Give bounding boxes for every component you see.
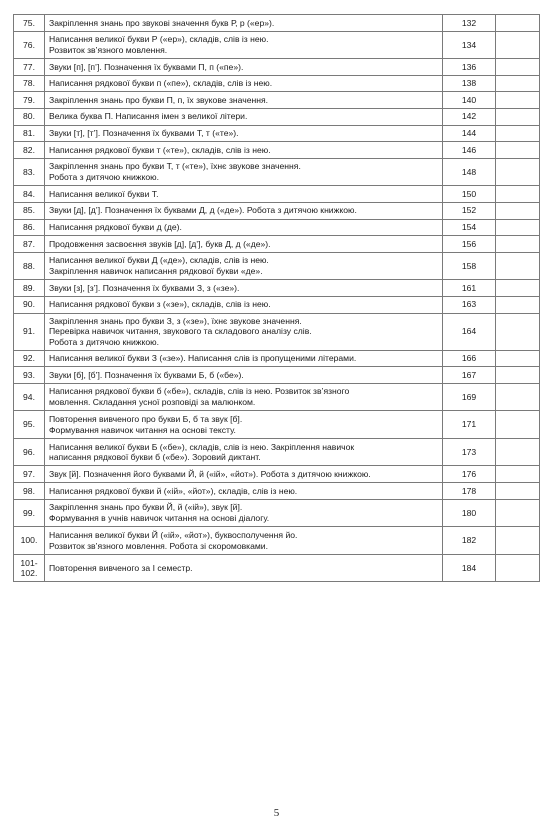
lesson-topic — [45, 350, 443, 367]
lesson-note-cell — [496, 367, 540, 384]
lesson-topic-line: Звуки [б], [б’]. Позначення їх буквами Б, б («бе»). — [49, 369, 244, 380]
lesson-page: 146 — [443, 142, 496, 159]
lesson-topic-line: мовлення. Складання усної розповіді за малюнком. — [49, 396, 256, 407]
lesson-note-cell — [496, 202, 540, 219]
lesson-topic — [45, 202, 443, 219]
lesson-topic — [45, 142, 443, 159]
table-row — [14, 499, 540, 527]
table-row — [14, 59, 540, 76]
table-row — [14, 367, 540, 384]
lesson-topic-line: Продовження засвоєння звуків [д], [д’], букв Д, д («де»). — [49, 238, 271, 249]
lesson-topic-line: Велика буква П. Написання імен з великої літери. — [49, 111, 248, 122]
lesson-page: 140 — [443, 92, 496, 109]
lesson-topic — [45, 313, 443, 350]
table-row — [14, 466, 540, 483]
lesson-topic-line: написання рядкової букви б («бе»). Зоровий диктант. — [49, 452, 261, 463]
lesson-number: 89. — [14, 280, 45, 297]
lesson-note-cell — [496, 158, 540, 186]
lesson-page: 154 — [443, 219, 496, 236]
lesson-topic — [45, 92, 443, 109]
lesson-topic-line: Звук [й]. Позначення його буквами Й, й («ій», «йот»). Робота з дитячою книжкою. — [49, 468, 371, 479]
lesson-number: 97. — [14, 466, 45, 483]
lesson-topic-line: Закріплення знань про букви Т, т («те»), їхнє звукове значення. — [49, 161, 301, 172]
lesson-page: 142 — [443, 108, 496, 125]
page-number: 5 — [273, 807, 280, 819]
lesson-number: 90. — [14, 296, 45, 313]
lesson-topic — [45, 280, 443, 297]
lesson-page: 152 — [443, 202, 496, 219]
lesson-topic-line: Написання великої букви З («зе»). Написання слів із пропущеними літерами. — [49, 353, 357, 363]
lesson-note-cell — [496, 219, 540, 236]
table-row — [14, 158, 540, 186]
lesson-number: 80. — [14, 108, 45, 125]
lesson-topic-line: Написання рядкової букви з («зе»), складів, слів із нею. — [49, 299, 271, 310]
lesson-number: 83. — [14, 158, 45, 186]
lesson-number: 91. — [14, 313, 45, 350]
lesson-topic — [45, 527, 443, 555]
lesson-topic-line: Повторення вивченого за І семестр. — [49, 562, 193, 573]
lesson-number: 75. — [14, 15, 45, 32]
table-row — [14, 313, 540, 350]
table-row — [14, 92, 540, 109]
lesson-topic — [45, 483, 443, 500]
lesson-topic — [45, 367, 443, 384]
lesson-topic — [45, 252, 443, 280]
lesson-note-cell — [496, 499, 540, 527]
lesson-topic — [45, 554, 443, 582]
lesson-number: 95. — [14, 411, 45, 439]
lesson-note-cell — [496, 252, 540, 280]
lesson-page: 158 — [443, 252, 496, 280]
table-row — [14, 219, 540, 236]
lesson-page: 173 — [443, 438, 496, 466]
table-row — [14, 108, 540, 125]
table-row — [14, 252, 540, 280]
lesson-topic-line: Формування навичок читання на основі тексту. — [49, 424, 236, 435]
lesson-number: 79. — [14, 92, 45, 109]
lesson-note-cell — [496, 59, 540, 76]
lesson-topic-line: Закріплення знань про букви З, з («зе»), їхнє звукове значення. — [49, 315, 302, 326]
lesson-number: 78. — [14, 75, 45, 92]
lesson-topic-line: Написання великої букви Й («ій», «йот»), буквосполучення йо. — [49, 529, 298, 540]
lesson-note-cell — [496, 411, 540, 439]
lesson-topic — [45, 219, 443, 236]
lesson-topic-line: Написання великої букви Р («ер»), складів, слів із нею. — [49, 34, 269, 45]
lesson-topic — [45, 438, 443, 466]
lesson-note-cell — [496, 296, 540, 313]
table-row — [14, 554, 540, 582]
table-row — [14, 350, 540, 367]
lesson-page: 166 — [443, 350, 496, 367]
lesson-plan-table — [13, 14, 540, 582]
lesson-topic — [45, 466, 443, 483]
lesson-page: 169 — [443, 383, 496, 411]
lesson-note-cell — [496, 31, 540, 59]
lesson-number: 101-102. — [14, 554, 45, 582]
lesson-topic — [45, 59, 443, 76]
lesson-page: 167 — [443, 367, 496, 384]
lesson-topic-line: Звуки [д], [д’]. Позначення їх буквами Д, д («де»). Робота з дитячою книжкою. — [49, 205, 357, 216]
lesson-note-cell — [496, 92, 540, 109]
lesson-number: 84. — [14, 186, 45, 203]
lesson-note-cell — [496, 280, 540, 297]
lesson-note-cell — [496, 383, 540, 411]
lesson-topic-line: Формування в учнів навичок читання на основі діалогу. — [49, 512, 270, 523]
lesson-topic — [45, 108, 443, 125]
lesson-topic-line: Написання рядкової букви б («бе»), складів, слів із нею. Розвиток зв’язного — [49, 386, 350, 397]
lesson-topic — [45, 31, 443, 59]
table-row — [14, 383, 540, 411]
lesson-topic — [45, 411, 443, 439]
lesson-note-cell — [496, 108, 540, 125]
lesson-topic-line: Розвиток зв’язного мовлення. Робота зі скоромовками. — [49, 540, 268, 551]
lesson-note-cell — [496, 350, 540, 367]
table-row — [14, 31, 540, 59]
lesson-topic — [45, 186, 443, 203]
lesson-topic — [45, 296, 443, 313]
lesson-number: 88. — [14, 252, 45, 280]
lesson-number: 76. — [14, 31, 45, 59]
lesson-note-cell — [496, 15, 540, 32]
lesson-note-cell — [496, 554, 540, 582]
lesson-topic-line: Написання великої букви Д («де»), складів, слів із нею. — [49, 255, 269, 266]
lesson-page: 161 — [443, 280, 496, 297]
table-row — [14, 125, 540, 142]
lesson-note-cell — [496, 236, 540, 253]
table-row — [14, 527, 540, 555]
lesson-page: 134 — [443, 31, 496, 59]
table-row — [14, 438, 540, 466]
lesson-number: 87. — [14, 236, 45, 253]
lesson-rows — [14, 15, 540, 582]
table-row — [14, 186, 540, 203]
lesson-page: 180 — [443, 499, 496, 527]
lesson-page: 171 — [443, 411, 496, 439]
lesson-topic-line: Звуки [т], [т’]. Позначення їх буквами Т, т («те»). — [49, 128, 239, 139]
lesson-page: 148 — [443, 158, 496, 186]
table-row — [14, 483, 540, 500]
lesson-topic-line: Написання рядкової букви т («те»), складів, слів із нею. — [49, 144, 271, 155]
lesson-topic — [45, 236, 443, 253]
lesson-note-cell — [496, 438, 540, 466]
lesson-topic-line: Написання рядкової букви д (де). — [49, 222, 182, 233]
lesson-page: 164 — [443, 313, 496, 350]
lesson-page: 163 — [443, 296, 496, 313]
table-row — [14, 411, 540, 439]
lesson-number: 93. — [14, 367, 45, 384]
lesson-page: 156 — [443, 236, 496, 253]
lesson-number: 86. — [14, 219, 45, 236]
table-row — [14, 75, 540, 92]
lesson-page: 136 — [443, 59, 496, 76]
lesson-number: 94. — [14, 383, 45, 411]
lesson-topic-line: Звуки [п], [п’]. Позначення їх буквами П, п («пе»). — [49, 61, 244, 72]
lesson-number: 85. — [14, 202, 45, 219]
lesson-topic-line: Закріплення знань про букви Й, й («ій»), звук [й]. — [49, 502, 243, 513]
lesson-note-cell — [496, 75, 540, 92]
lesson-page: 176 — [443, 466, 496, 483]
lesson-page: 132 — [443, 15, 496, 32]
lesson-page: 182 — [443, 527, 496, 555]
lesson-note-cell — [496, 186, 540, 203]
lesson-topic-line: Повторення вивченого про букви Б, б та звук [б]. — [49, 413, 243, 424]
lesson-number: 77. — [14, 59, 45, 76]
lesson-topic-line: Перевірка навичок читання, звукового та складового аналізу слів. — [49, 326, 312, 337]
lesson-topic-line: Робота з дитячою книжкою. — [49, 336, 159, 347]
lesson-note-cell — [496, 466, 540, 483]
lesson-topic — [45, 15, 443, 32]
lesson-note-cell — [496, 313, 540, 350]
lesson-topic — [45, 125, 443, 142]
table-row — [14, 202, 540, 219]
lesson-note-cell — [496, 483, 540, 500]
lesson-page: 178 — [443, 483, 496, 500]
lesson-note-cell — [496, 527, 540, 555]
lesson-topic — [45, 499, 443, 527]
lesson-page: 144 — [443, 125, 496, 142]
lesson-topic-line: Закріплення навичок написання рядкової букви «де». — [49, 266, 263, 277]
lesson-topic — [45, 158, 443, 186]
lesson-note-cell — [496, 142, 540, 159]
lesson-topic-line: Написання великої букви Б («бе»), складів, слів із нею. Закріплення навичок — [49, 441, 355, 452]
lesson-topic-line: Закріплення знань про букви П, п, їх звукове значення. — [49, 94, 269, 105]
lesson-topic-line: Розвиток зв’язного мовлення. — [49, 44, 168, 55]
lesson-number: 96. — [14, 438, 45, 466]
lesson-page: 150 — [443, 186, 496, 203]
lesson-topic-line: Написання рядкової букви п («пе»), складів, слів із нею. — [49, 78, 273, 89]
lesson-topic — [45, 383, 443, 411]
lesson-page: 138 — [443, 75, 496, 92]
lesson-number: 99. — [14, 499, 45, 527]
lesson-number: 100. — [14, 527, 45, 555]
lesson-note-cell — [496, 125, 540, 142]
table-row — [14, 142, 540, 159]
lesson-number: 92. — [14, 350, 45, 367]
lesson-topic-line: Звуки [з], [з’]. Позначення їх буквами З, з («зе»). — [49, 282, 240, 293]
table-row — [14, 236, 540, 253]
lesson-topic-line: Закріплення знань про звукові значення букв Р, р («ер»). — [49, 17, 275, 28]
lesson-page: 184 — [443, 554, 496, 582]
lesson-topic-line: Написання великої букви Т. — [49, 188, 159, 199]
lesson-topic — [45, 75, 443, 92]
lesson-topic-line: Написання рядкової букви й («ій», «йот»), складів, слів із нею. — [49, 485, 298, 496]
lesson-number: 98. — [14, 483, 45, 500]
lesson-number: 81. — [14, 125, 45, 142]
table-row — [14, 15, 540, 32]
lesson-topic-line: Робота з дитячою книжкою. — [49, 172, 159, 183]
table-row — [14, 280, 540, 297]
lesson-number: 82. — [14, 142, 45, 159]
table-row — [14, 296, 540, 313]
